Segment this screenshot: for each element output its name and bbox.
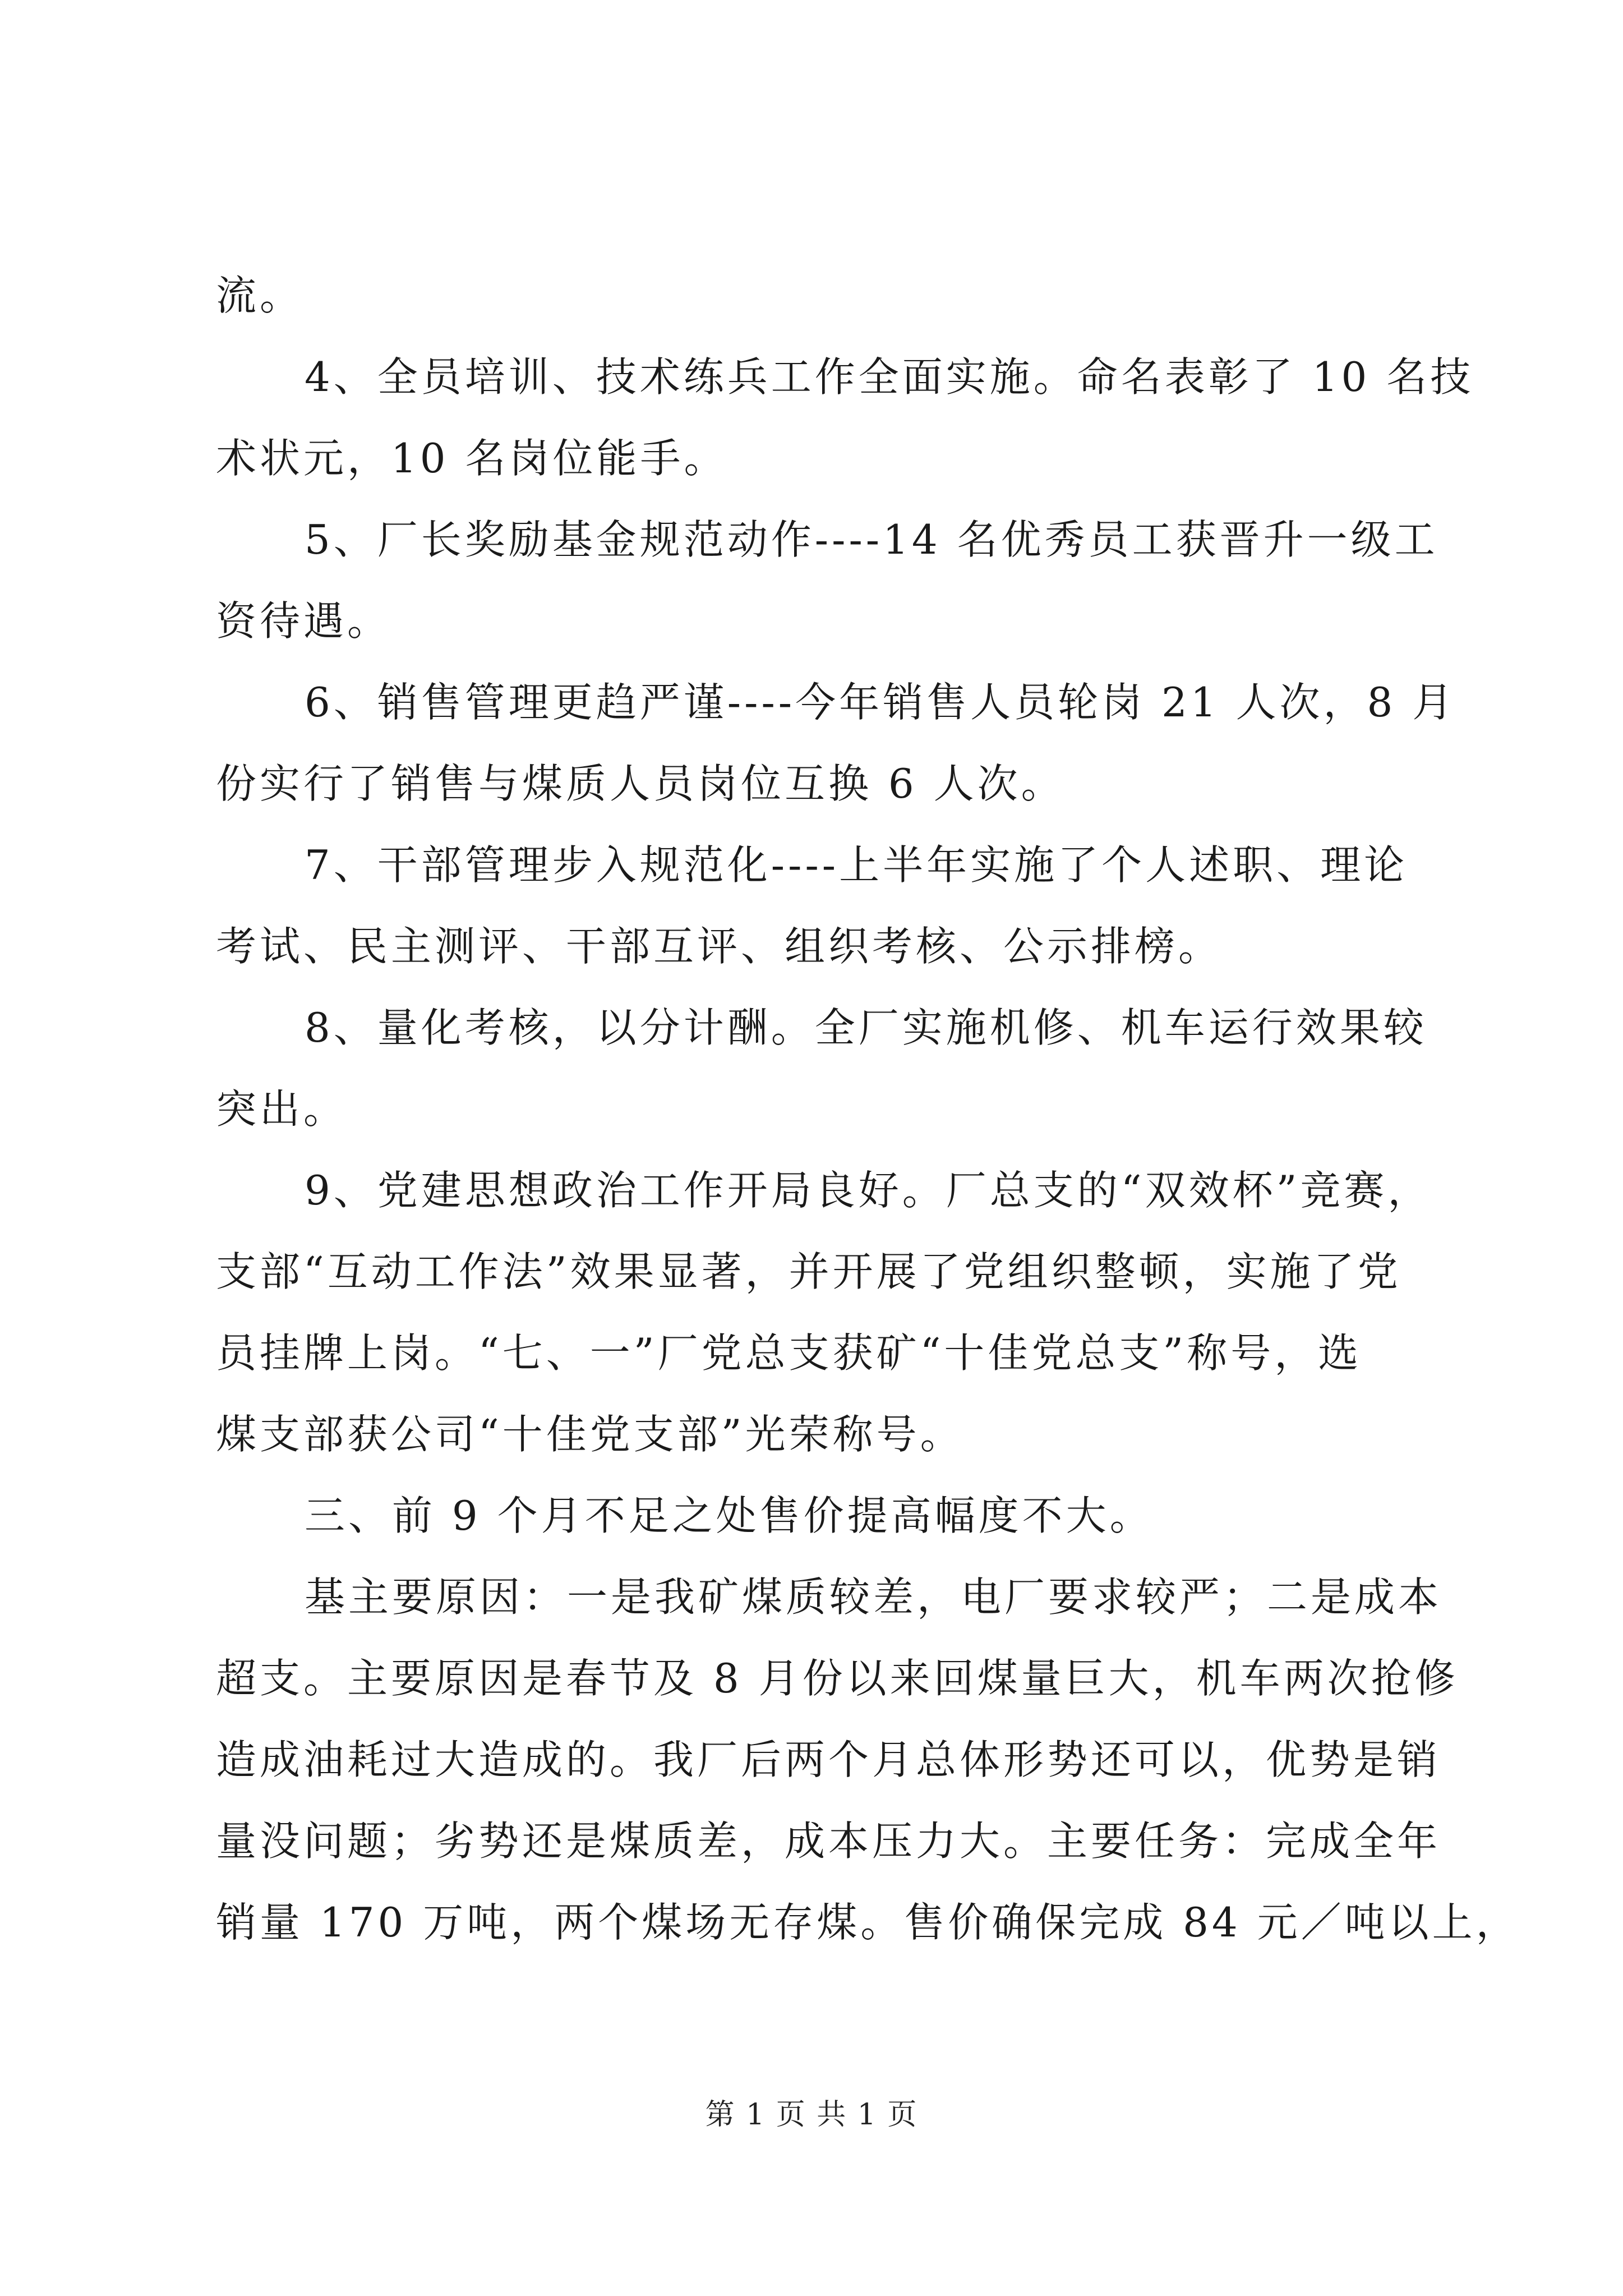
text-line: 4、全员培训、技术练兵工作全面实施。命名表彰了 10 名技 bbox=[305, 353, 1474, 401]
text-line: 造成油耗过大造成的。我厂后两个月总体形势还可以，优势是销 bbox=[216, 1736, 1441, 1783]
text-line: 9、党建思想政治工作开局良好。厂总支的“双效杯”竞赛， bbox=[305, 1167, 1432, 1214]
text-line: 超支。主要原因是春节及 8 月份以来回煤量巨大，机车两次抢修 bbox=[216, 1655, 1459, 1702]
body-text bbox=[216, 255, 1520, 1963]
page-footer: 第 1 页 共 1 页 bbox=[705, 2098, 918, 2132]
text-line: 7、干部管理步入规范化----上半年实施了个人述职、理论 bbox=[305, 841, 1408, 889]
text-line: 资待遇。 bbox=[216, 597, 391, 645]
text-line: 突出。 bbox=[216, 1085, 348, 1133]
text-line: 基主要原因：一是我矿煤质较差，电厂要求较严；二是成本 bbox=[305, 1573, 1442, 1621]
text-line: 6、销售管理更趋严谨----今年销售人员轮岗 21 人次，8 月 bbox=[305, 679, 1456, 726]
text-line: 量没问题；劣势还是煤质差，成本压力大。主要任务：完成全年 bbox=[216, 1818, 1441, 1865]
text-line: 份实行了销售与煤质人员岗位互换 6 人次。 bbox=[216, 760, 1065, 807]
text-line: 煤支部获公司“十佳党支部”光荣称号。 bbox=[216, 1411, 964, 1458]
text-line: 三、前 9 个月不足之处售价提高幅度不大。 bbox=[305, 1492, 1154, 1539]
text-line: 5、厂长奖励基金规范动作----14 名优秀员工获晋升一级工 bbox=[305, 516, 1438, 563]
text-line: 8、量化考核，以分计酬。全厂实施机修、机车运行效果较 bbox=[305, 1004, 1427, 1051]
text-line: 考试、民主测评、干部互评、组织考核、公示排榜。 bbox=[216, 923, 1223, 970]
text-line: 流。 bbox=[216, 272, 304, 319]
text-line: 术状元，10 名岗位能手。 bbox=[216, 435, 728, 482]
text-line: 支部“互动工作法”效果显著，并开展了党组织整顿，实施了党 bbox=[216, 1248, 1401, 1295]
text-line: 销量 170 万吨，两个煤场无存煤。售价确保完成 84 元／吨以上， bbox=[216, 1899, 1520, 1946]
text-line: 员挂牌上岗。“七、一”厂党总支获矿“十佳党总支”称号，选 bbox=[216, 1329, 1362, 1377]
